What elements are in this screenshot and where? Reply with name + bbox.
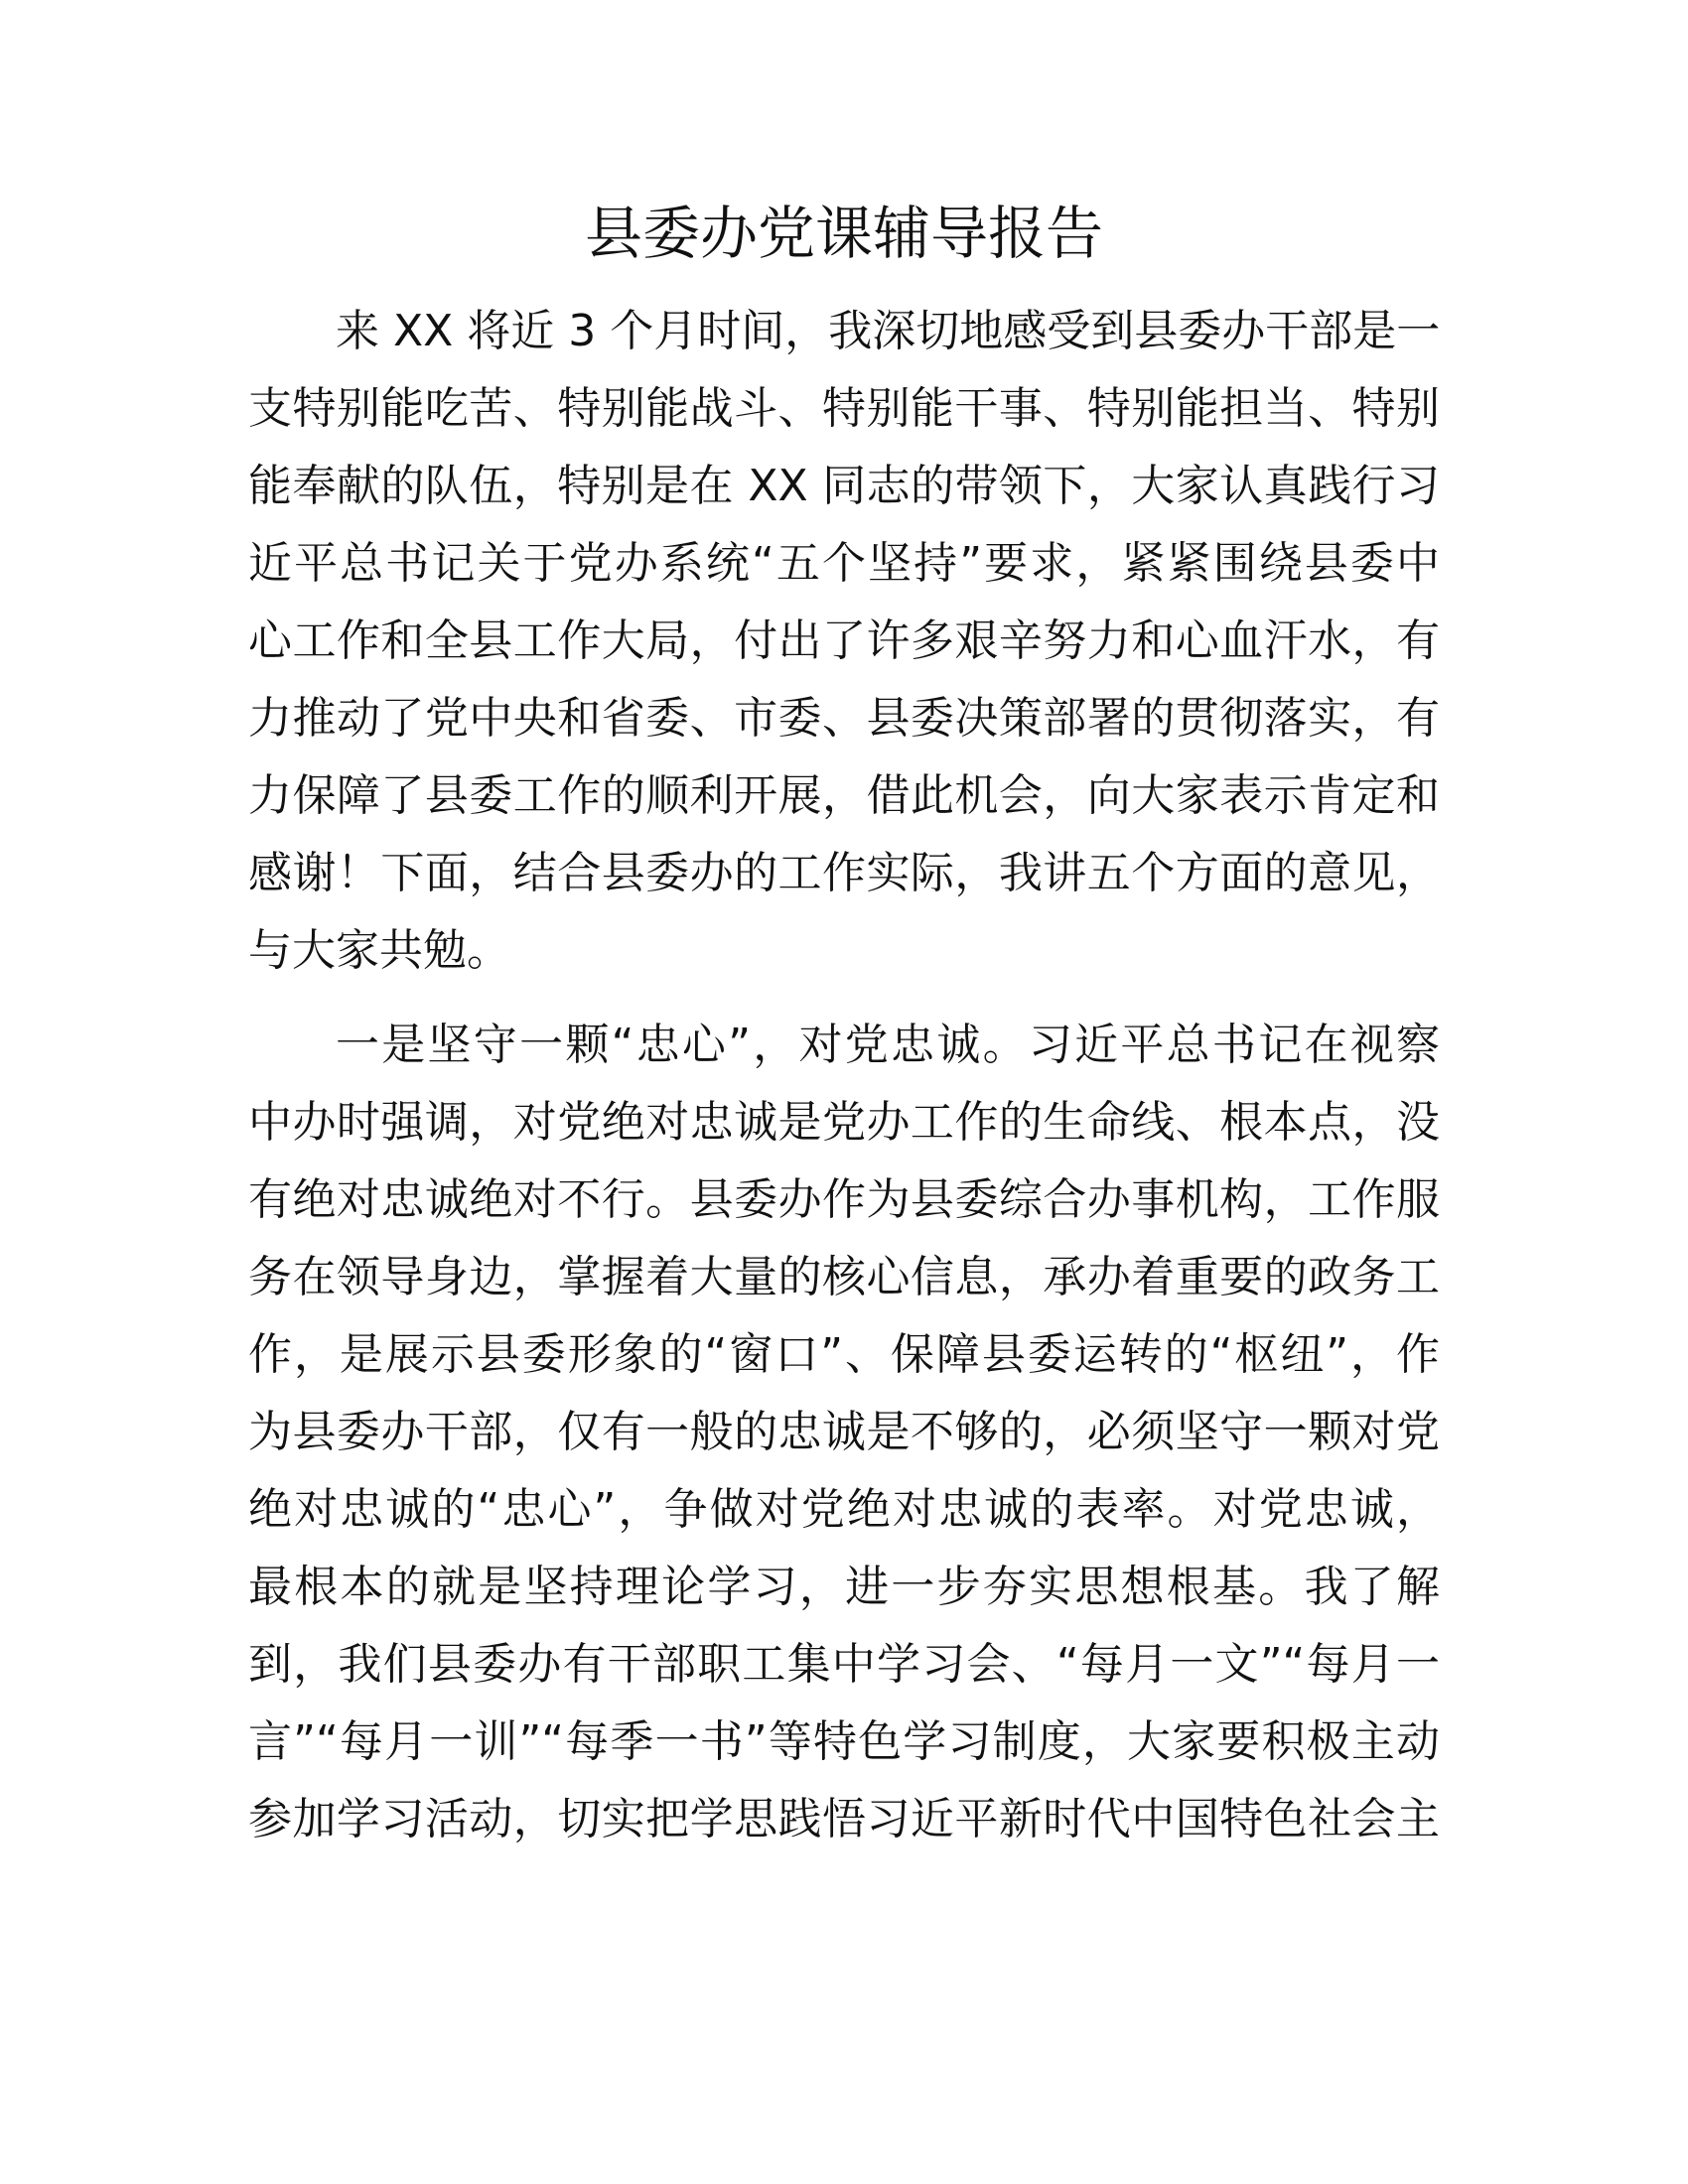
paragraph-2-line: 中办时强调，对党绝对忠诚是党办工作的生命线、根本点，没 [248, 1097, 1440, 1148]
paragraph-2-line: 务在领导身边，掌握着大量的核心信息，承办着重要的政务工 [248, 1252, 1440, 1302]
paragraph-2-line: 参加学习活动，切实把学思践悟习近平新时代中国特色社会主 [248, 1794, 1440, 1844]
paragraph-1-line: 感谢！下面，结合县委办的工作实际，我讲五个方面的意见， [248, 848, 1440, 898]
paragraph-2-line: 绝对忠诚的“忠心”，争做对党绝对忠诚的表率。对党忠诚， [248, 1484, 1440, 1535]
paragraph-2-line: 最根本的就是坚持理论学习，进一步夯实思想根基。我了解 [248, 1562, 1440, 1612]
document-title: 县委办党课辅导报告 [584, 200, 1103, 267]
paragraph-1-line: 力保障了县委工作的顺利开展，借此机会，向大家表示肯定和 [248, 770, 1440, 821]
paragraph-2-line: 作，是展示县委形象的“窗口”、保障县委运转的“枢纽”，作 [248, 1329, 1440, 1380]
paragraph-2-line: 一是坚守一颗“忠心”，对党忠诚。习近平总书记在视察 [336, 1020, 1440, 1070]
paragraph-2-line: 有绝对忠诚绝对不行。县委办作为县委综合办事机构，工作服 [248, 1174, 1440, 1225]
paragraph-1-line: 与大家共勉。 [248, 925, 510, 976]
paragraph-1-line: 力推动了党中央和省委、市委、县委决策部署的贯彻落实，有 [248, 693, 1440, 744]
paragraph-1-line: 心工作和全县工作大局，付出了许多艰辛努力和心血汗水，有 [248, 615, 1440, 666]
paragraph-2-line: 为县委办干部，仅有一般的忠诚是不够的，必须坚守一颗对党 [248, 1407, 1440, 1457]
paragraph-1-line: 来 XX 将近 3 个月时间，我深切地感受到县委办干部是一 [336, 306, 1440, 356]
paragraph-2-line: 言”“每月一训”“每季一书”等特色学习制度，大家要积极主动 [248, 1716, 1440, 1767]
paragraph-1-line: 近平总书记关于党办系统“五个坚持”要求，紧紧围绕县委中 [248, 538, 1440, 589]
paragraph-1-line: 能奉献的队伍，特别是在 XX 同志的带领下，大家认真践行习 [248, 461, 1440, 511]
paragraph-2-line: 到，我们县委办有干部职工集中学习会、“每月一文”“每月一 [248, 1639, 1440, 1690]
paragraph-1-line: 支特别能吃苦、特别能战斗、特别能干事、特别能担当、特别 [248, 383, 1440, 434]
